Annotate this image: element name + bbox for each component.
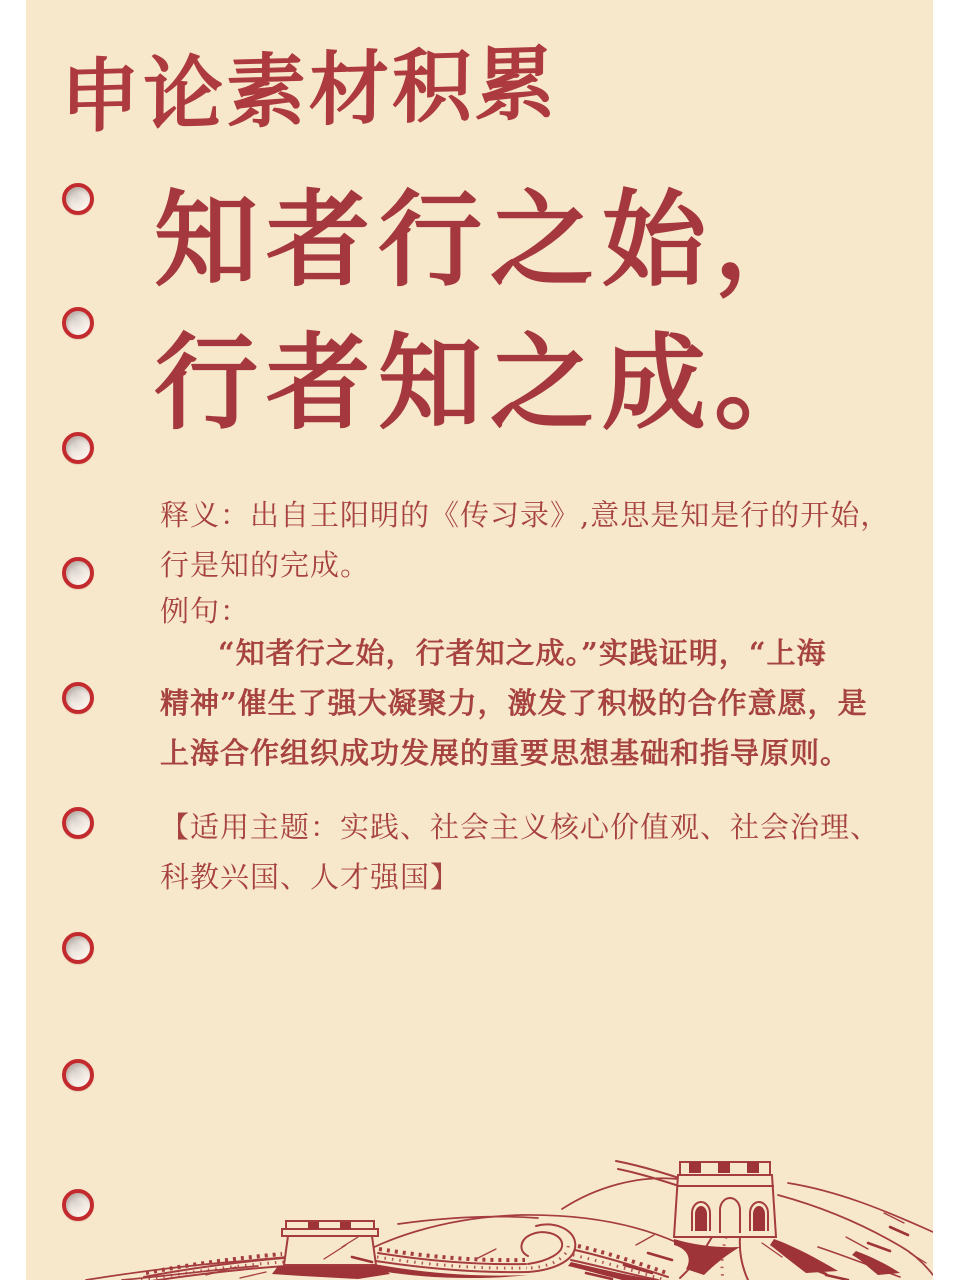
binder-hole bbox=[62, 432, 94, 464]
themes-line: 科教兴国、人才强国】 bbox=[160, 860, 461, 894]
binder-hole bbox=[62, 682, 94, 714]
page-title: 申论素材积累 bbox=[59, 36, 559, 144]
binder-hole bbox=[62, 807, 94, 839]
great-wall-illustration bbox=[26, 1125, 933, 1280]
quote-line-1: 知者行之始， bbox=[154, 178, 827, 301]
binder-hole bbox=[62, 183, 94, 215]
main-quote bbox=[154, 168, 826, 454]
binder-hole bbox=[62, 1059, 94, 1091]
binder-hole bbox=[62, 557, 94, 589]
quote-line-2: 行者知之成。 bbox=[154, 321, 827, 444]
example-label: 例句： bbox=[160, 594, 251, 628]
binder-hole bbox=[62, 307, 94, 339]
definition-line: 行是知的完成。 bbox=[160, 548, 371, 582]
binder-hole bbox=[62, 932, 94, 964]
example-paragraph bbox=[160, 628, 870, 778]
example-line: “知者行之始，行者知之成。”实践证明，“上海 bbox=[218, 636, 827, 670]
definition-paragraph bbox=[160, 490, 891, 590]
themes-line: 【适用主题：实践、社会主义核心价值观、社会治理、 bbox=[160, 810, 881, 844]
example-line: 上海合作组织成功发展的重要思想基础和指导原则。 bbox=[160, 736, 851, 770]
notebook-page bbox=[26, 0, 933, 1280]
example-line: 精神”催生了强大凝聚力，激发了积极的合作意愿，是 bbox=[160, 686, 868, 720]
definition-line: 释义：出自王阳明的《传习录》,意思是知是行的开始， bbox=[160, 498, 891, 532]
applicable-themes bbox=[160, 802, 881, 902]
